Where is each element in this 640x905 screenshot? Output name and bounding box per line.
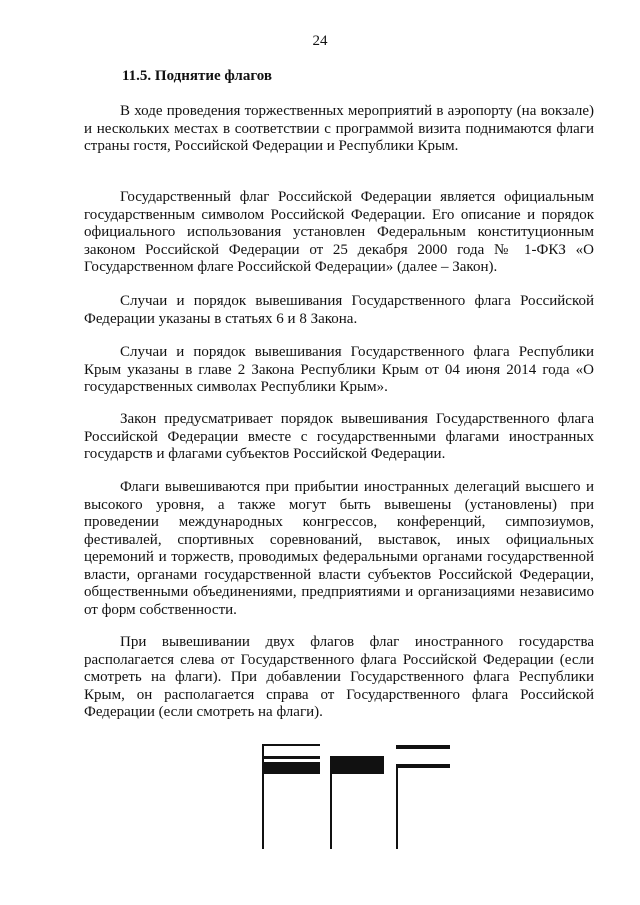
paragraph: В ходе проведения торжественных мероприятий в аэропорту (на вокзале) и нескольких местах в соответствии с программой визита поднимаются флаги страны гостя, Российской Федерации и Республики Крым. <box>84 103 594 154</box>
paragraph: Государственный флаг Российской Федерации является официальным государственным символом Российской Федерации. Его описание и порядок официального использования установлен Федеральным конституционным законом Российской Федерации от 25 декабря 2000 года № 1-ФКЗ «О Государственном флаге Российской Федерации» (далее – Закон). <box>84 189 594 275</box>
flags-arrangement-illustration <box>262 744 462 849</box>
paragraph: Флаги вывешиваются при прибытии иностранных делегаций высшего и высокого уровня, а также могут быть вывешены (установлены) при проведении международных конгрессов, конференций, симпозиумов, фестивалей, спортивных соревнований, выставок, иных официальных церемоний и торжеств, проводимых федеральными органами государственной власти, органами государственной власти субъектов Российской Федерации, общественными объединениями, предприятиями и организациями независимо от форм собственности. <box>84 479 594 618</box>
section-heading: 11.5. Поднятие флагов <box>122 68 273 84</box>
paragraph: При вывешивании двух флагов флаг иностранного государства располагается слева от Государственного флага Российской Федерации (если смотреть на флаги). При добавлении Государственного флага Республики Крым, он располагается справа от Государственного флага Российской Федерации (если смотреть на флаги). <box>84 634 594 720</box>
paragraph: Закон предусматривает порядок вывешивания Государственного флага Российской Федерации вместе с государственными флагами иностранных государств и флагами субъектов Российской Федерации. <box>84 411 594 462</box>
paragraph: Случаи и порядок вывешивания Государственного флага Российской Федерации указаны в статьях 6 и 8 Закона. <box>84 293 594 327</box>
page-number: 24 <box>312 33 328 49</box>
paragraph: Случаи и порядок вывешивания Государственного флага Республики Крым указаны в главе 2 Закона Республики Крым от 04 июня 2014 года «О государственных символах Республики Крым». <box>84 344 594 395</box>
